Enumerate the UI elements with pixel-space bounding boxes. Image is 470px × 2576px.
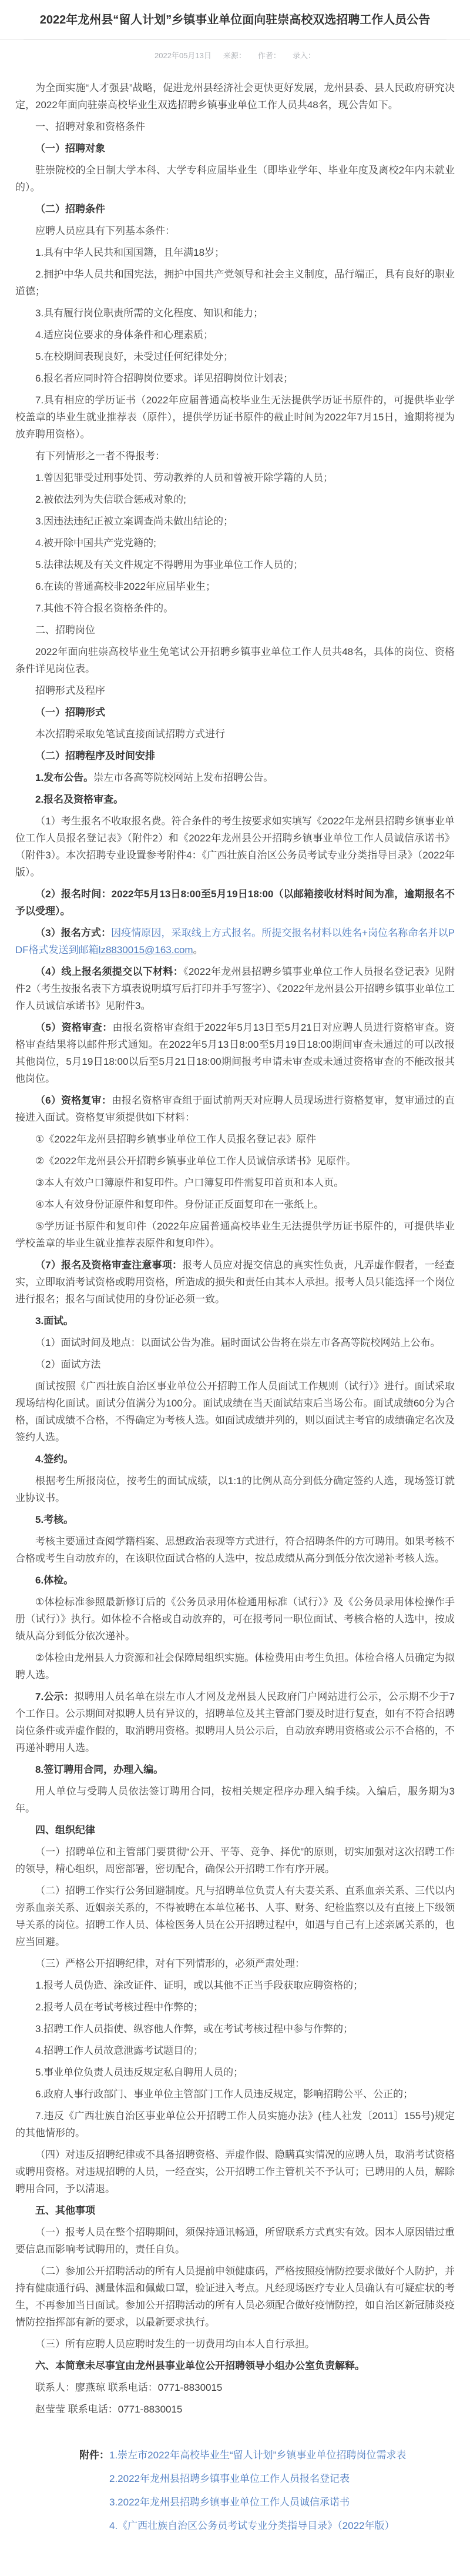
paragraph	[15, 1783, 455, 1817]
paragraph	[15, 1882, 455, 1950]
text: （二）招聘工作实行公务回避制度。凡与招聘单位负责人有夫妻关系、直系血亲关系、三代以内旁系血亲关系、近姻亲关系的，不得被聘在本单位秘书、人事、财务、纪检监察以及有直接上下级领导关系的岗位。招聘工作人员、体检医务人员在公开招聘过程中，如遇与自己有上述亲属关系的，也应当回避。	[15, 1885, 455, 1947]
text: 驻崇院校的全日制大学本科、大学专科应届毕业生（即毕业学年、毕业年度及离校2年内未就业的）。	[15, 165, 455, 193]
text: （一）报考人员在整个招聘期间，须保持通讯畅通，所留联系方式真实有效。因本人原因错过重要信息而影响考试聘用的，责任自负。	[15, 2227, 455, 2255]
text: 联系人：廖燕琼 联系电话：0771-8830015	[35, 2382, 223, 2393]
text: （三）所有应聘人员应聘时发生的一切费用均由本人自行承担。	[35, 2338, 315, 2350]
paragraph	[15, 578, 455, 595]
paragraph	[15, 1334, 455, 1351]
paragraph	[15, 162, 455, 196]
paragraph	[15, 222, 455, 239]
paragraph	[15, 326, 455, 343]
bold-text: （一）招聘对象	[35, 143, 105, 154]
paragraph	[15, 2086, 455, 2103]
bold-text: （3）报名方式：	[35, 927, 112, 938]
section-heading	[15, 1822, 455, 1839]
text: 2.报考人员在考试考核过程中作弊的；	[35, 2002, 204, 2013]
section-heading	[15, 1312, 455, 1329]
paragraph	[15, 769, 455, 786]
bold-text: （一）招聘形式	[35, 707, 105, 718]
text: 2022年面向驻崇高校毕业生免笔试公开招聘乡镇事业单位工作人员共48名，具体的岗位、资格条件详见岗位表。	[15, 646, 455, 674]
bold-text: 4.签约。	[35, 1454, 74, 1465]
paragraph	[15, 963, 455, 1014]
text: 用人单位与受聘人员依法签订聘用合同，按相关规定程序办理入编手续。入编后，服务期为3年。	[15, 1786, 455, 1814]
paragraph	[15, 1152, 455, 1170]
paragraph	[15, 2401, 455, 2418]
paragraph	[15, 266, 455, 300]
paragraph	[15, 886, 455, 920]
entry-label: 录入：	[292, 51, 315, 60]
text: 7.其他不符合报名资格条件的。	[35, 603, 174, 614]
bold-text: 1.发布公告。	[35, 772, 94, 783]
article-header	[0, 0, 470, 40]
text: 拟聘用人员名单在崇左市人才网及龙州县人民政府门户网站进行公示，公示期不少于7个工作日。公示期间对拟聘人员有异议的，招聘单位及其主管部门要及时进行复查，如有不符合招聘岗位条件或弄虚作假的，取消聘用资格。拟聘用人员公示后，自动放弃聘用资格或公示不合格的，不再递补聘用人选。	[15, 1691, 455, 1753]
paragraph	[15, 1955, 455, 1972]
attachment-link[interactable]: 2.2022年龙州县招聘乡镇事业单位工作人员报名登记表	[109, 2473, 350, 2484]
text: （2）面试方法	[35, 1359, 101, 1370]
source-label: 来源：	[223, 51, 246, 60]
paragraph	[15, 1218, 455, 1252]
author-label: 作者：	[257, 51, 281, 60]
paragraph	[15, 2263, 455, 2331]
paragraph	[15, 1688, 455, 1756]
paragraph	[15, 682, 455, 699]
text: 2.被依法列为失信联合惩戒对象的;	[35, 494, 186, 505]
text: （四）对违反招聘纪律或不具备招聘资格、弄虚作假、隐瞒真实情况的应聘人员，取消考试资格或聘用资格。对违规招聘的人员，一经查实，公开招聘工作主管机关不予认可；已聘用的人员，解除聘用合同，予以清退。	[15, 2149, 455, 2194]
text: 7.具有相应的学历证书（2022年应届普通高校毕业生无法提供学历证书原件的，可提供毕业学校盖章的毕业生就业推荐表（原件），提供学历证书原件的截止时间为2022年7月15日，逾期将视为放弃聘用资格）。	[15, 395, 455, 440]
bold-text: 5.考核。	[35, 1514, 74, 1525]
paragraph	[15, 79, 455, 113]
text: ②体检由龙州县人力资源和社会保障局组织实施。体检费用由考生负担。体检合格人员确定为拟聘人选。	[15, 1652, 455, 1680]
bold-text: （2）报名时间：2022年5月13日8:00至5月19日18:00（以邮箱接收材料时间为准，逾期报名不予以受理）。	[15, 888, 455, 917]
section-heading	[15, 201, 455, 218]
attachments-label: 附件：	[79, 2450, 109, 2461]
bold-text: 3.面试。	[35, 1315, 74, 1327]
paragraph	[15, 1378, 455, 1446]
text: 考核主要通过查阅学籍档案、思想政治表现等方式进行，符合招聘条件的方可聘用。如果考核不合格或考生自动放弃的，在该职位面试合格的人选中，按总成绩从高分到低分依次递补考核人选。	[15, 1536, 455, 1564]
text: 本次招聘采取免笔试直接面试招聘方式进行	[35, 729, 225, 740]
text: 4.招聘工作人员故意泄露考试题目的；	[35, 2045, 204, 2056]
paragraph	[15, 244, 455, 261]
paragraph	[15, 1019, 455, 1087]
bold-text: 7.公示：	[35, 1691, 75, 1702]
text: 崇左市各高等院校网站上发布招聘公告。	[93, 772, 274, 783]
text: 4.适应岗位要求的身体条件和心理素质；	[35, 329, 214, 340]
paragraph	[15, 1092, 455, 1126]
bold-text: （二）招聘条件	[35, 203, 105, 215]
paragraph	[15, 622, 455, 639]
paragraph	[15, 513, 455, 530]
section-heading	[15, 747, 455, 764]
text: 一、招聘对象和资格条件	[35, 121, 145, 132]
text: 1.曾因犯罪受过刑事处罚、劳动教养的人员和曾被开除学籍的人员；	[35, 472, 334, 483]
publish-date: 2022年05月13日	[155, 51, 212, 60]
text: 有下列情形之一者不得报考：	[35, 450, 165, 462]
paragraph	[15, 2107, 455, 2141]
section-heading	[15, 1572, 455, 1589]
email-link[interactable]: lz8830015@163.com	[98, 944, 193, 955]
text: 2.拥护中华人员共和国宪法，拥护中国共产党领导和社会主义制度，品行端正，具有良好的职业道德；	[15, 269, 455, 297]
attachment-row	[79, 2517, 455, 2534]
text: （1）面试时间及地点：以面试公告为准。届时面试公告将在崇左市各高等院校网站上公布。	[35, 1337, 441, 1348]
paragraph	[15, 1472, 455, 1506]
paragraph	[15, 1174, 455, 1191]
text: ④本人有效身份证原件和复印件。身份证正反面复印在一张纸上。	[35, 1199, 324, 1210]
text: 3.具有履行岗位职责所需的文化程度、知识和能力；	[35, 308, 264, 319]
paragraph	[15, 305, 455, 322]
text: 面试按照《广西壮族自治区事业单位公开招聘工作人员面试工作规则（试行）》进行。面试采取现场结构化面试。面试分值满分为100分。面试成绩在当天面试结束后当场公布。面试成绩60分为合格，面试成绩不合格，不得确定为考核人选。如面试成绩并列的，则以面试主考官的成绩确定名次及签约人选。	[15, 1381, 455, 1443]
text: 5.事业单位负责人员违反规定私自聘用人员的；	[35, 2067, 244, 2078]
text: 招聘形式及程序	[35, 685, 105, 696]
paragraph	[15, 556, 455, 573]
bold-text: 四、组织纪律	[35, 1825, 95, 1836]
paragraph	[15, 1533, 455, 1567]
attachment-indent	[79, 2494, 109, 2511]
attachment-row	[79, 2447, 455, 2464]
text: 二、招聘岗位	[35, 624, 95, 636]
text: 。	[193, 944, 203, 955]
paragraph	[15, 1257, 455, 1308]
text: 报考人员应对提交信息的真实性负责，凡弄虚作假者，一经查实，立即取消考试资格或聘用资格，所造成的损失和责任由其本人承担。报考人员只能选择一个岗位进行报名；报名与面试使用的身份证必须一致。	[15, 1259, 455, 1305]
bold-text: 五、其他事项	[35, 2205, 95, 2216]
text: 6.在读的普通高校非2022年应届毕业生；	[35, 581, 216, 592]
attachment-link[interactable]: 1.崇左市2022年高校毕业生“留人计划”乡镇事业单位招聘岗位需求表	[109, 2450, 407, 2461]
bold-text: （4）线上报名须提交以下材料：	[35, 966, 184, 977]
paragraph	[15, 118, 455, 135]
text: 根据考生所报岗位，按考生的面试成绩，以1:1的比例从高分到低分确定签约人选，现场签订就业协议书。	[15, 1475, 455, 1503]
paragraph	[15, 1999, 455, 2016]
text: 赵莹莹 联系电话：0771-8830015	[35, 2404, 183, 2415]
paragraph	[15, 1131, 455, 1148]
bold-text: 8.签订聘用合同，办理入编。	[35, 1764, 164, 1775]
paragraph	[15, 600, 455, 617]
paragraph	[15, 2064, 455, 2081]
paragraph	[15, 924, 455, 958]
paragraph	[15, 469, 455, 486]
section-heading	[15, 1511, 455, 1528]
paragraph	[15, 534, 455, 552]
text: 3.招聘工作人员指使、纵容他人作弊，或在考试考核过程中参与作弊的；	[35, 2023, 354, 2034]
section-heading	[15, 1761, 455, 1778]
bold-text: （二）招聘程序及时间安排	[35, 750, 155, 761]
attachment-link[interactable]: 4.《广西壮族自治区公务员考试专业分类指导目录》（2022年版）	[109, 2520, 395, 2531]
section-heading	[15, 1451, 455, 1468]
section-heading	[15, 140, 455, 157]
text: 4.被开除中国共产党党籍的;	[35, 537, 156, 549]
paragraph	[15, 726, 455, 743]
bold-text: （5）资格审查：	[35, 1022, 113, 1033]
text: 7.违反《广西壮族自治区事业单位公开招聘工作人员实施办法》(桂人社发〔2011〕155号)规定的其他情形的。	[15, 2110, 455, 2139]
text: 6.报名者应同时符合招聘岗位要求。详见招聘岗位计划表；	[35, 373, 294, 384]
text: ②《2022年龙州县公开招聘乡镇事业单位工作人员诚信承诺书》见原件。	[35, 1155, 357, 1167]
paragraph	[15, 2224, 455, 2258]
text: 由报名资格审查组于面试前两天对应聘人员现场进行资格复审，复审通过的直接进入面试。资格复审须提供如下材料：	[15, 1095, 455, 1123]
paragraph	[15, 1977, 455, 1994]
text: 5.在校期间表现良好，未受过任何纪律处分；	[35, 351, 234, 362]
attachments	[0, 2423, 470, 2576]
text: ①体检标准参照最新修订后的《公务员录用体检通用标准（试行）》及《公务员录用体检操作手册（试行）》执行。如体检不合格或自动放弃的，可在报考同一职位面试、考核合格的人选中，按成绩从高分到低分依次递补。	[15, 1596, 455, 1642]
paragraph	[15, 1843, 455, 1877]
text: （二）参加公开招聘活动的所有人员提前申领健康码，严格按照疫情防控要求做好个人防护，并持有健康通行码、测量体温和佩戴口罩，验证进入考点。凡经现场医疗专业人员确认有可疑症状的考生，不再参加当日面试。参加公开招聘活动的所有人员必须配合做好疫情防控，如自治区新冠肺炎疫情防控指挥部有新的要求，以最新要求执行。	[15, 2266, 455, 2328]
attachment-row	[79, 2470, 455, 2487]
text: 由报名资格审查组于2022年5月13日至5月21日对应聘人员进行资格审查。资格审查结果将以邮件形式通知。在2022年5月13日8:00至5月19日18:00期间审查未通过的可以改报其他岗位，5月19日18:00以后至5月21日18:00期间报考申请未审查或未通过资格审查的不能改报其他岗位。	[15, 1022, 455, 1084]
text: 6.政府人事行政部门、事业单位主管部门工作人员违反规定，影响招聘公平、公正的；	[35, 2089, 414, 2100]
bold-text: 六、本简章未尽事宜由龙州县事业单位公开招聘领导小组办公室负责解释。	[35, 2360, 365, 2371]
text: （三）严格公开招聘纪律，对有下列情形的，必须严肃处理：	[35, 1958, 305, 1969]
paragraph	[15, 2042, 455, 2059]
text: 3.因违法违纪正被立案调查尚未做出结论的；	[35, 516, 234, 527]
section-heading	[15, 2357, 455, 2374]
paragraph	[15, 1356, 455, 1373]
text: 应聘人员应具有下列基本条件：	[35, 225, 175, 236]
text: 为全面实施“人才强县”战略，促进龙州县经济社会更快更好发展，龙州县委、县人民政府研究决定，2022年面向驻崇高校毕业生双选招聘乡镇事业单位工作人员共48名，现公告如下。	[15, 82, 455, 111]
bold-text: （6）资格复审：	[35, 1095, 112, 1106]
paragraph	[15, 643, 455, 677]
attachment-row	[79, 2494, 455, 2511]
paragraph	[15, 2379, 455, 2396]
text: （1）考生报名不收取报名费。符合条件的考生按要求如实填写《2022年龙州县招聘乡镇事业单位工作人员报名登记表》（附件2）和《2022年龙州县公开招聘乡镇事业单位工作人员诚信承诺书》（附件3）。本次招聘专业设置参考附件4：《广西壮族自治区公务员考试专业分类指导目录》（2022年版）。	[15, 816, 455, 878]
paragraph	[15, 813, 455, 881]
paragraph	[15, 370, 455, 387]
paragraph	[15, 1649, 455, 1683]
paragraph	[15, 447, 455, 465]
text: 1.报考人员伪造、涂改证件、证明，或以其他不正当手段获取应聘资格的；	[35, 1980, 364, 1991]
paragraph	[15, 2020, 455, 2037]
paragraph	[15, 392, 455, 443]
text: ③本人有效户口簿原件和复印件。户口簿复印件需复印首页和本人页。	[35, 1177, 344, 1188]
paragraph	[15, 491, 455, 508]
paragraph	[15, 2146, 455, 2197]
text: 5.法律法规及有关文件规定不得聘用为事业单位工作人员的；	[35, 559, 304, 570]
paragraph	[15, 1593, 455, 1645]
page-title: 2022年龙州县“留人计划”乡镇事业单位面向驻崇高校双选招聘工作人员公告	[24, 12, 446, 39]
article	[0, 66, 470, 2418]
paragraph	[15, 1196, 455, 1213]
attachment-indent	[79, 2517, 109, 2534]
text: （一）招聘单位和主管部门要贯彻“公开、平等、竞争、择优”的原则，切实加强对这次招聘工作的领导，精心组织，周密部署，密切配合，确保公开招聘工作有序开展。	[15, 1846, 455, 1875]
section-heading	[15, 704, 455, 721]
attachment-link[interactable]: 3.2022年龙州县招聘乡镇事业单位工作人员诚信承诺书	[109, 2497, 350, 2508]
paragraph	[15, 348, 455, 365]
text: 因疫情原因，采取线上方式报名。所提交报名材料以姓名+岗位名称命名并以PDF格式发送到邮箱	[15, 927, 455, 955]
section-heading	[15, 2202, 455, 2219]
text: 1.具有中华人民共和国国籍，且年满18岁；	[35, 247, 225, 258]
attachment-indent	[79, 2470, 109, 2487]
meta-bar	[0, 40, 470, 66]
text: ①《2022年龙州县招聘乡镇事业单位工作人员报名登记表》原件	[35, 1134, 317, 1145]
section-heading	[15, 791, 455, 808]
text: ⑤学历证书原件和复印件（2022年应届普通高校毕业生无法提供学历证书原件的，可提供毕业学校盖章的毕业生就业推荐表原件和复印件）。	[15, 1221, 455, 1249]
paragraph	[15, 2336, 455, 2353]
bold-text: （7）报名及资格审查注意事项：	[35, 1259, 183, 1271]
bold-text: 6.体检。	[35, 1575, 74, 1586]
bold-text: 2.报名及资格审查。	[35, 794, 124, 805]
text: 《2022年龙州县招聘乡镇事业单位工作人员报名登记表》见附件2（考生按报名表下方填表说明填写后打印并手写签字）、《2022年龙州县公开招聘乡镇事业单位工作人员诚信承诺书》见附件3。	[15, 966, 455, 1011]
